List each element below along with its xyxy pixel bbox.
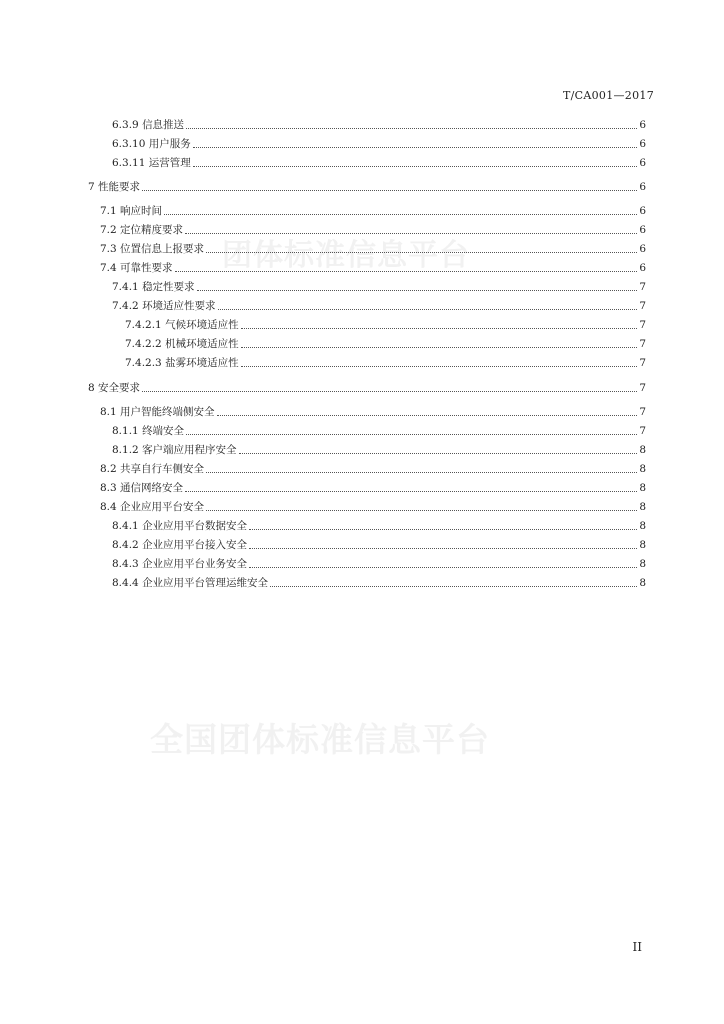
toc-entry-number: 8.4.1 <box>112 520 139 532</box>
toc-entry-title: 位置信息上报要求 <box>120 243 205 255</box>
toc-entry-title: 气候环境适应性 <box>165 319 239 331</box>
toc-entry[interactable] <box>112 555 646 571</box>
toc-entry[interactable] <box>125 316 646 332</box>
toc-dot-leader <box>206 472 637 473</box>
watermark-text-upper: 团体标准信息平台 <box>222 238 470 273</box>
toc-entry-number: 6.3.9 <box>112 119 139 131</box>
toc-dot-leader <box>193 166 637 167</box>
toc-entry-title: 企业应用平台业务安全 <box>142 558 248 570</box>
toc-dot-leader <box>218 309 637 310</box>
toc-entry[interactable] <box>112 116 646 132</box>
toc-entry-number: 8.1.1 <box>112 425 139 437</box>
toc-entry-title: 企业应用平台接入安全 <box>142 539 248 551</box>
toc-entry-number: 7.4.1 <box>112 281 139 293</box>
toc-entry[interactable] <box>112 154 646 170</box>
toc-dot-leader <box>249 529 637 530</box>
toc-entry-title: 企业应用平台管理运维安全 <box>142 577 269 589</box>
toc-entry-title: 机械环境适应性 <box>165 338 239 350</box>
toc-entry-number: 7.4.2.1 <box>125 319 162 331</box>
toc-entry-title: 信息推送 <box>142 119 185 131</box>
toc-entry[interactable] <box>125 354 646 370</box>
toc-entry-page: 7 <box>639 425 646 437</box>
toc-dot-leader <box>217 415 637 416</box>
toc-entry-page: 8 <box>639 520 646 532</box>
toc-entry-number: 8.4 <box>100 501 117 513</box>
toc-dot-leader <box>249 567 637 568</box>
toc-entry[interactable] <box>88 178 646 194</box>
toc-dot-leader <box>206 510 637 511</box>
toc-dot-leader <box>185 233 637 234</box>
toc-entry-number: 7.2 <box>100 224 117 236</box>
toc-entry[interactable] <box>112 278 646 294</box>
toc-entry-title: 终端安全 <box>142 425 185 437</box>
toc-entry-title: 稳定性要求 <box>142 281 195 293</box>
toc-entry-page: 7 <box>639 281 646 293</box>
toc-dot-leader <box>186 434 637 435</box>
toc-entry-page: 6 <box>639 243 646 255</box>
toc-entry-title: 响应时间 <box>120 205 163 217</box>
toc-dot-leader <box>270 586 637 587</box>
toc-entry[interactable] <box>100 202 646 218</box>
toc-entry-page: 8 <box>639 558 646 570</box>
page-number-footer: II <box>632 940 642 954</box>
toc-entry-number: 8.4.4 <box>112 577 139 589</box>
toc-entry-number: 7.4.2.3 <box>125 357 162 369</box>
toc-entry[interactable] <box>112 422 646 438</box>
toc-entry-page: 7 <box>639 319 646 331</box>
toc-dot-leader <box>206 252 637 253</box>
toc-entry-title: 可靠性要求 <box>120 262 173 274</box>
toc-entry-number: 6.3.10 <box>112 138 146 150</box>
toc-entry[interactable] <box>100 498 646 514</box>
toc-entry-page: 6 <box>639 119 646 131</box>
toc-entry[interactable] <box>100 259 646 275</box>
watermark-text: 全国团体标准信息平台 <box>150 720 490 759</box>
toc-entry-title: 安全要求 <box>98 382 141 394</box>
toc-dot-leader <box>241 366 637 367</box>
toc-entry[interactable] <box>100 403 646 419</box>
toc-entry-number: 7.3 <box>100 243 117 255</box>
toc-entry-page: 8 <box>639 539 646 551</box>
toc-entry-number: 8.2 <box>100 463 117 475</box>
toc-entry[interactable] <box>112 441 646 457</box>
toc-entry[interactable] <box>100 460 646 476</box>
toc-dot-leader <box>142 190 637 191</box>
toc-entry-title: 企业应用平台数据安全 <box>142 520 248 532</box>
toc-entry[interactable] <box>112 135 646 151</box>
toc-entry-page: 8 <box>639 577 646 589</box>
toc-dot-leader <box>193 147 637 148</box>
toc-dot-leader <box>197 290 637 291</box>
toc-entry-title: 运营管理 <box>148 157 191 169</box>
toc-entry-number: 7.4.2.2 <box>125 338 162 350</box>
toc-dot-leader <box>164 214 637 215</box>
toc-entry-page: 8 <box>639 482 646 494</box>
toc-entry-number: 6.3.11 <box>112 157 146 169</box>
toc-entry-title: 定位精度要求 <box>120 224 184 236</box>
toc-entry-title: 用户服务 <box>148 138 191 150</box>
toc-entry-page: 7 <box>639 382 646 394</box>
toc-entry-page: 7 <box>639 338 646 350</box>
toc-entry[interactable] <box>100 479 646 495</box>
toc-entry-page: 6 <box>639 205 646 217</box>
toc-dot-leader <box>239 453 637 454</box>
toc-entry-title: 通信网络安全 <box>120 482 184 494</box>
toc-entry-page: 6 <box>639 157 646 169</box>
toc-entry-page: 8 <box>639 444 646 456</box>
toc-entry-page: 6 <box>639 138 646 150</box>
toc-entry-number: 7.4.2 <box>112 300 139 312</box>
toc-entry[interactable] <box>112 297 646 313</box>
toc-dot-leader <box>186 128 637 129</box>
toc-entry-page: 7 <box>639 300 646 312</box>
toc-entry[interactable] <box>125 335 646 351</box>
page-header-code: T/CA001—2017 <box>563 89 654 102</box>
toc-dot-leader <box>241 347 637 348</box>
toc-entry-page: 7 <box>639 357 646 369</box>
toc-entry-number: 7.1 <box>100 205 117 217</box>
toc-entry-page: 6 <box>639 224 646 236</box>
toc-entry-title: 企业应用平台安全 <box>120 501 205 513</box>
toc-entry[interactable] <box>112 536 646 552</box>
toc-entry-number: 8.1.2 <box>112 444 139 456</box>
toc-entry-page: 7 <box>639 406 646 418</box>
toc-dot-leader <box>241 328 637 329</box>
toc-entry[interactable] <box>112 517 646 533</box>
toc-entry-number: 8.3 <box>100 482 117 494</box>
toc-entry-number: 8.4.3 <box>112 558 139 570</box>
toc-dot-leader <box>175 271 637 272</box>
toc-entry[interactable] <box>112 574 646 590</box>
toc-entry-page: 6 <box>639 262 646 274</box>
toc-entry-number: 8.4.2 <box>112 539 139 551</box>
toc-entry-title: 环境适应性要求 <box>142 300 216 312</box>
toc-entry[interactable] <box>100 240 646 256</box>
toc-dot-leader <box>185 491 637 492</box>
toc-entry-number: 7 <box>88 181 95 193</box>
toc-entry-page: 8 <box>639 463 646 475</box>
toc-entry[interactable] <box>100 221 646 237</box>
toc-dot-leader <box>142 391 637 392</box>
toc-entry-title: 共享自行车侧安全 <box>120 463 205 475</box>
toc-entry-title: 盐雾环境适应性 <box>165 357 239 369</box>
toc-entry-title: 客户端应用程序安全 <box>142 444 237 456</box>
toc-entry-number: 8 <box>88 382 95 394</box>
toc-entry[interactable] <box>88 379 646 395</box>
toc-entry-title: 用户智能终端侧安全 <box>120 406 215 418</box>
toc-entry-title: 性能要求 <box>98 181 141 193</box>
toc-dot-leader <box>249 548 637 549</box>
toc-entry-number: 7.4 <box>100 262 117 274</box>
toc-entry-page: 6 <box>639 181 646 193</box>
toc-entry-number: 8.1 <box>100 406 117 418</box>
toc-entry-page: 8 <box>639 501 646 513</box>
